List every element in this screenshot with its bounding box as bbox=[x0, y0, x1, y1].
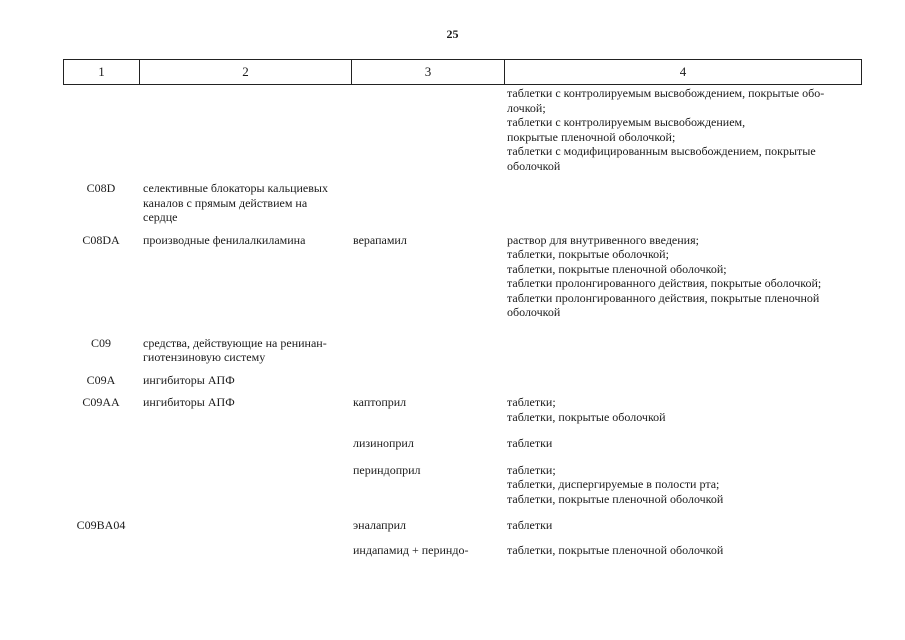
group-name bbox=[139, 518, 351, 533]
group-name-line: средства, действующие на ренинан- bbox=[143, 335, 327, 350]
dosage-forms bbox=[505, 436, 863, 451]
atc-code: C08DA bbox=[82, 232, 120, 247]
dosage-form-line: таблетки bbox=[507, 518, 553, 532]
group-name bbox=[139, 463, 351, 507]
dosage-form-line: таблетки, покрытые пленочной оболочкой; bbox=[507, 261, 727, 276]
atc-code bbox=[63, 86, 139, 173]
column-header-table bbox=[63, 59, 862, 85]
dosage-forms bbox=[505, 181, 863, 225]
atc-code: C08D bbox=[86, 181, 116, 195]
atc-code bbox=[63, 436, 139, 451]
drug-name: верапамил bbox=[353, 232, 407, 247]
group-name bbox=[139, 181, 351, 225]
drug-name bbox=[351, 373, 505, 388]
dosage-forms bbox=[505, 543, 863, 558]
atc-code: C09BA04 bbox=[76, 518, 126, 532]
dosage-forms bbox=[505, 463, 863, 507]
group-name bbox=[139, 336, 351, 365]
group-name-line: ингибиторы АПФ bbox=[143, 372, 235, 387]
group-name bbox=[139, 233, 351, 320]
drug-name: каптоприл bbox=[353, 395, 407, 409]
dosage-forms bbox=[505, 518, 863, 533]
group-name bbox=[139, 395, 351, 424]
table-row bbox=[63, 395, 863, 424]
group-name-line: каналов с прямым действием на bbox=[143, 195, 308, 210]
dosage-forms bbox=[505, 336, 863, 365]
group-name bbox=[139, 86, 351, 173]
column-header-1: 1 bbox=[64, 60, 140, 85]
dosage-form-line: покрытые пленочной оболочкой; bbox=[507, 129, 676, 144]
atc-code: C09A bbox=[86, 372, 116, 387]
dosage-form-line: таблетки, покрытые оболочкой bbox=[507, 409, 666, 424]
drug-list bbox=[63, 86, 863, 557]
group-name-line: ингибиторы АПФ bbox=[143, 395, 235, 409]
dosage-form-line: раствор для внутривенного введения; bbox=[507, 232, 699, 247]
dosage-form-line: таблетки, диспергируемые в полости рта; bbox=[507, 477, 720, 491]
table-row bbox=[63, 233, 863, 320]
drug-name bbox=[351, 336, 505, 365]
dosage-form-line: таблетки, покрытые пленочной оболочкой bbox=[507, 491, 724, 506]
group-name bbox=[139, 543, 351, 558]
group-name-line: сердце bbox=[143, 210, 178, 224]
dosage-form-line: таблетки, покрытые пленочной оболочкой bbox=[507, 542, 724, 557]
group-name-line: производные фенилалкиламина bbox=[143, 232, 306, 247]
column-header-3: 3 bbox=[352, 60, 505, 85]
dosage-form-line: таблетки, покрытые оболочкой; bbox=[507, 247, 669, 261]
atc-code: C09AA bbox=[82, 395, 120, 409]
drug-name: эналаприл bbox=[353, 518, 406, 532]
group-name-line: гиотензиновую систему bbox=[143, 350, 266, 364]
atc-code: C09 bbox=[90, 335, 111, 350]
dosage-form-line: таблетки с контролируемым высвобождением, покрытые обо- bbox=[507, 86, 825, 100]
group-name bbox=[139, 373, 351, 388]
table-row bbox=[63, 181, 863, 225]
drug-name: лизиноприл bbox=[353, 436, 414, 450]
drug-name bbox=[351, 181, 505, 225]
table-row bbox=[63, 518, 863, 533]
dosage-form-line: оболочкой bbox=[507, 305, 561, 319]
table-row bbox=[63, 373, 863, 388]
atc-code bbox=[63, 543, 139, 558]
dosage-form-line: таблетки; bbox=[507, 462, 556, 477]
column-header-2: 2 bbox=[140, 60, 352, 85]
dosage-forms bbox=[505, 373, 863, 388]
dosage-form-line: таблетки пролонгированного действия, покрытые оболочкой; bbox=[507, 276, 822, 290]
drug-name bbox=[351, 86, 505, 173]
dosage-form-line: таблетки пролонгированного действия, покрытые пленочной bbox=[507, 290, 820, 305]
dosage-form-line: оболочкой bbox=[507, 158, 561, 173]
group-name-line: селективные блокаторы кальциевых bbox=[143, 181, 328, 195]
table-row bbox=[63, 436, 863, 451]
dosage-form-line: таблетки с контролируемым высвобождением, bbox=[507, 115, 746, 129]
drug-name: периндоприл bbox=[353, 462, 421, 477]
dosage-forms bbox=[505, 86, 863, 173]
column-header-4: 4 bbox=[505, 60, 862, 85]
atc-code bbox=[63, 463, 139, 507]
table-row bbox=[63, 86, 863, 173]
table-row bbox=[63, 543, 863, 558]
table-row bbox=[63, 463, 863, 507]
drug-name: индапамид + периндо- bbox=[353, 542, 469, 557]
dosage-form-line: таблетки bbox=[507, 436, 553, 450]
page-number: 25 bbox=[446, 27, 459, 41]
group-name bbox=[139, 436, 351, 451]
dosage-forms bbox=[505, 233, 863, 320]
dosage-form-line: таблетки с модифицированным высвобождением, покрытые bbox=[507, 144, 816, 158]
dosage-form-line: таблетки; bbox=[507, 395, 556, 409]
dosage-form-line: лочкой; bbox=[507, 100, 546, 115]
table-row bbox=[63, 336, 863, 365]
dosage-forms bbox=[505, 395, 863, 424]
